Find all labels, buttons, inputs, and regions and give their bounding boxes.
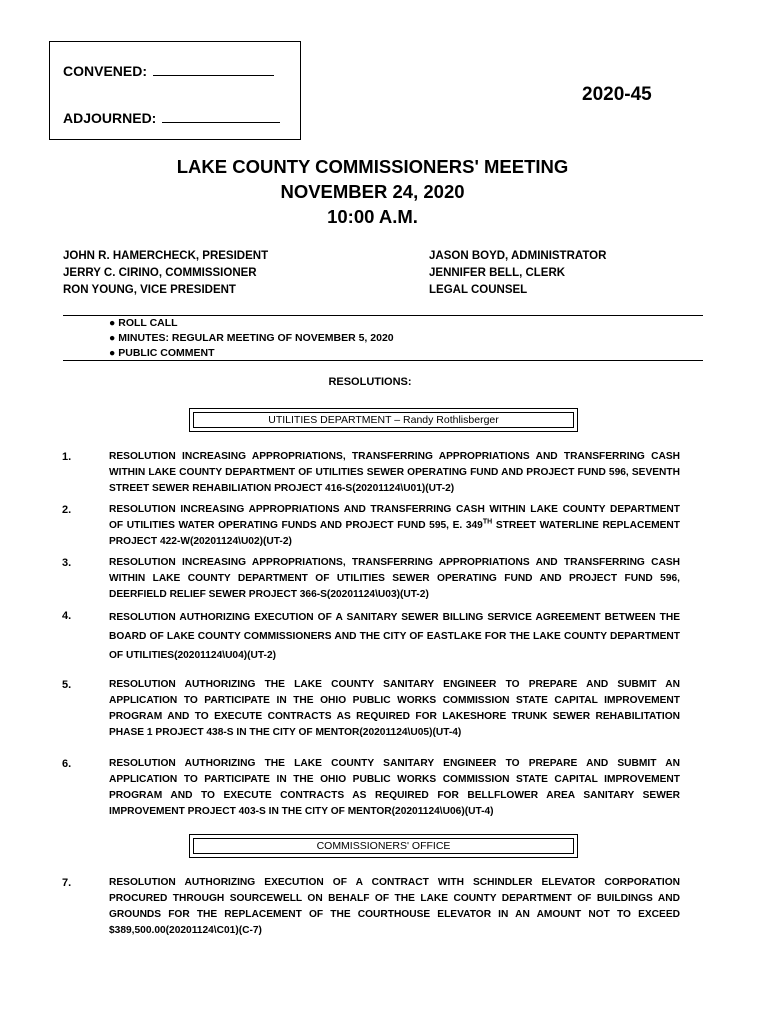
agenda-item-public-comment: ● PUBLIC COMMENT <box>109 347 215 359</box>
title-line-1: LAKE COUNTY COMMISSIONERS' MEETING <box>176 156 569 177</box>
adjourned-blank <box>162 108 280 123</box>
item-number: 6. <box>62 758 72 770</box>
item-number: 4. <box>62 610 72 622</box>
section-title: UTILITIES DEPARTMENT – Randy Rothlisberger <box>193 412 574 428</box>
item-text <box>109 502 680 550</box>
ordinal-suffix: TH <box>482 518 493 526</box>
official-name: JASON BOYD, ADMINISTRATOR <box>429 250 607 262</box>
adjourned-line <box>63 108 280 126</box>
item-number: 1. <box>62 451 72 463</box>
item-text-part: STREET WATERLINE REPLACEMENT PROJECT 422-W(20201124\U02)(UT-2) <box>109 520 680 547</box>
officials-left <box>63 248 268 299</box>
resolutions-heading: RESOLUTIONS: <box>328 376 412 388</box>
item-text: RESOLUTION AUTHORIZING THE LAKE COUNTY SANITARY ENGINEER TO PREPARE AND SUBMIT AN APPLICATION TO PARTICIPATE IN THE OHIO PUBLIC WORKS COMMISSION STATE CAPITAL IMPROVEMENT PROGRAM AND TO EXECUTE CONTRACTS AS REQUIRED FOR BELLFLOWER AREA SANITARY SEWER IMPROVEMENT PROJECT 403-S IN THE CITY OF MENTOR(20201124\U06)(UT-4) <box>109 758 680 817</box>
divider-bottom <box>63 360 703 361</box>
item-text: RESOLUTION AUTHORIZING EXECUTION OF A CONTRACT WITH SCHINDLER ELEVATOR CORPORATION PROCURED THROUGH SOURCEWELL ON BEHALF OF THE LAKE COUNTY DEPARTMENT OF BUILDINGS AND GROUNDS FOR THE REPLACEMENT OF THE COURTHOUSE ELEVATOR IN AN AMOUNT NOT TO EXCEED $389,500.00(20201124\C01)(C-7) <box>109 877 680 936</box>
convened-blank <box>153 61 274 76</box>
official-name: RON YOUNG, VICE PRESIDENT <box>63 284 236 296</box>
adjourned-label: ADJOURNED: <box>63 110 157 126</box>
item-text: RESOLUTION INCREASING APPROPRIATIONS, TRANSFERRING APPROPRIATIONS AND TRANSFERRING CASH WITHIN LAKE COUNTY DEPARTMENT OF UTILITIES SEWER OPERATING FUND AND PROJECT FUND 596, DEERFIELD RELIEF SEWER PROJECT 366-S(20201124\U03)(UT-2) <box>109 557 680 600</box>
convened-line <box>63 61 274 79</box>
item-number: 2. <box>62 504 72 516</box>
title-line-2: NOVEMBER 24, 2020 <box>280 181 465 202</box>
meeting-title <box>0 154 745 229</box>
item-number: 7. <box>62 877 72 889</box>
officials-right <box>429 248 606 299</box>
item-number: 5. <box>62 679 72 691</box>
item-text: RESOLUTION AUTHORIZING THE LAKE COUNTY SANITARY ENGINEER TO PREPARE AND SUBMIT AN APPLICATION TO PARTICIPATE IN THE OHIO PUBLIC WORKS COMMISSION STATE CAPITAL IMPROVEMENT PROGRAM AND TO EXECUTE CONTRACTS AS REQUIRED FOR LAKESHORE TRUNK SEWER REHABILITATION PHASE 1 PROJECT 438-S IN THE CITY OF MENTOR(20201124\U05)(UT-4) <box>109 679 680 738</box>
official-name: JERRY C. CIRINO, COMMISSIONER <box>63 267 257 279</box>
section-commissioners-office <box>189 834 578 858</box>
official-name: LEGAL COUNSEL <box>429 284 528 296</box>
official-name: JOHN R. HAMERCHECK, PRESIDENT <box>63 250 269 262</box>
convened-adjourned-box <box>49 41 301 140</box>
item-number: 3. <box>62 557 72 569</box>
agenda-item-roll-call: ● ROLL CALL <box>109 317 178 329</box>
item-text: RESOLUTION AUTHORIZING EXECUTION OF A SANITARY SEWER BILLING SERVICE AGREEMENT BETWEEN THE BOARD OF LAKE COUNTY COMMISSIONERS AND THE CITY OF EASTLAKE FOR THE LAKE COUNTY DEPARTMENT OF UTILITIES(20201124\U04)(UT-2) <box>109 612 680 661</box>
section-title: COMMISSIONERS' OFFICE <box>193 838 574 854</box>
title-line-3: 10:00 A.M. <box>327 206 418 227</box>
agenda-list <box>109 316 394 361</box>
section-utilities-department <box>189 408 578 432</box>
item-text: RESOLUTION INCREASING APPROPRIATIONS, TRANSFERRING APPROPRIATIONS AND TRANSFERRING CASH WITHIN LAKE COUNTY DEPARTMENT OF UTILITIES SEWER OPERATING FUND AND PROJECT FUND 596, SEVENTH STREET SEWER REHABILIATION PROJECT 416-S(20201124\U01)(UT-2) <box>109 451 680 494</box>
agenda-item-minutes: ● MINUTES: REGULAR MEETING OF NOVEMBER 5, 2020 <box>109 332 394 344</box>
item-text-part: RESOLUTION INCREASING APPROPRIATIONS AND TRANSFERRING CASH WITHIN LAKE COUNTY DEPARTMENT OF UTILITIES WATER OPERATING FUNDS AND PROJECT FUND 595, E. 349 <box>109 504 680 531</box>
document-number: 2020-45 <box>582 84 652 105</box>
convened-label: CONVENED: <box>63 63 148 79</box>
official-name: JENNIFER BELL, CLERK <box>429 267 566 279</box>
